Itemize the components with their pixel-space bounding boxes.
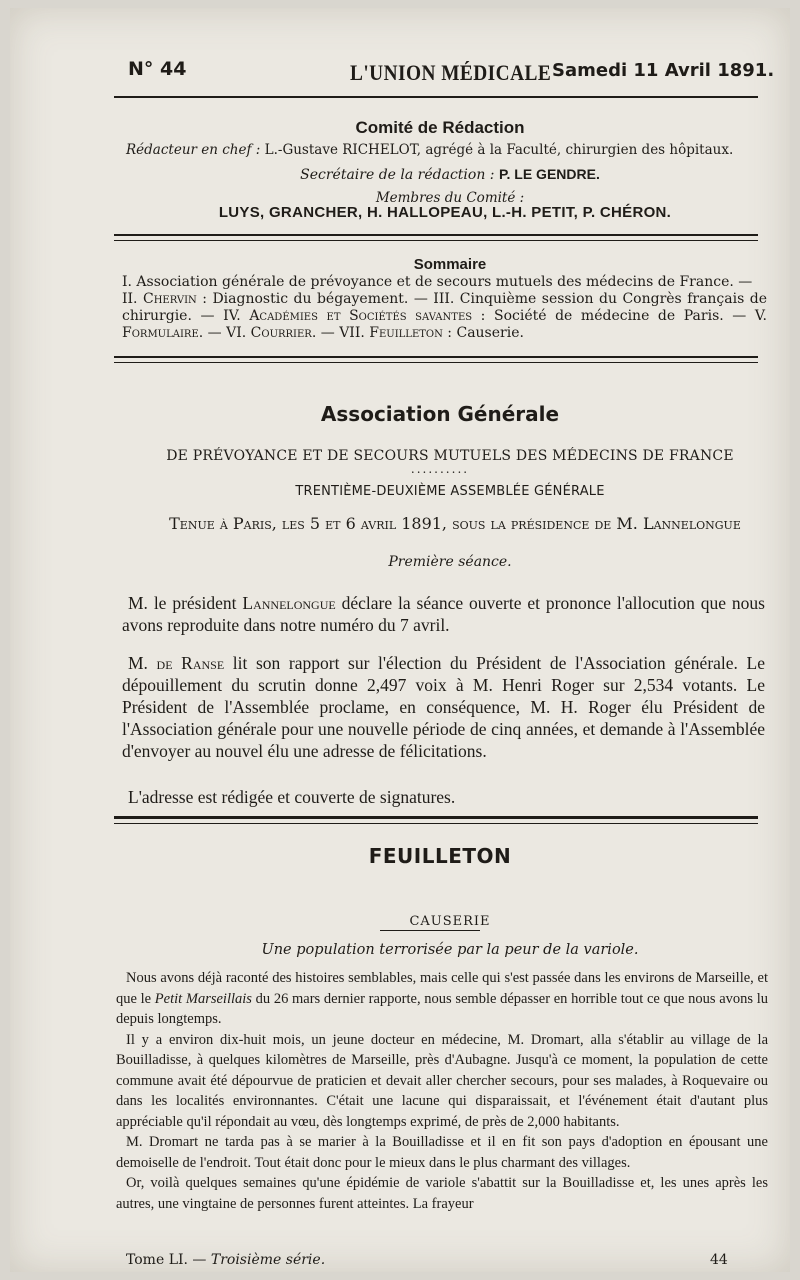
feuilleton-paragraph-4: Or, voilà quelques semaines qu'une épidémie de variole s'abattit sur la Bouilladisse et, les unes après les autres, une vingtaine de personnes furent atteintes. La frayeur: [116, 1175, 768, 1212]
article-paragraph-3: L'adresse est rédigée et couverte de signatures.: [128, 787, 456, 807]
article-dots: ..........: [410, 462, 470, 476]
feuilleton-rule-2: [114, 823, 758, 824]
sommaire-text: [122, 274, 767, 342]
sommaire-item-7-title: Feuilleton: [369, 325, 443, 341]
sommaire-item-5-text: . — VI.: [198, 325, 251, 341]
article-paragraph-1: [122, 592, 765, 636]
sommaire-item-6-text: . — VII.: [311, 325, 370, 341]
sommaire-item-2-author: Chervin: [142, 291, 197, 307]
sommaire-item-5-title: Formulaire: [122, 325, 199, 341]
feuilleton-title: FEUILLETON: [368, 844, 512, 868]
comite-rule-1: [114, 234, 758, 236]
footer-page-number: 44: [710, 1252, 728, 1268]
footer-tome: [126, 1252, 325, 1268]
sommaire-item-7-text: : Causerie.: [442, 325, 524, 341]
sommaire-item-2-num: II.: [122, 291, 143, 307]
issue-date: Samedi 11 Avril 1891.: [552, 60, 775, 81]
para1-journal: Petit Marseillais: [154, 990, 252, 1007]
seance-title: Première séance.: [388, 554, 512, 570]
sommaire-rule-2: [114, 362, 758, 363]
p2-end: lit son rapport sur l'élection du Président de l'Association générale. Le dépouillement du scrutin donne 2,497 voix à M. Henri Roger sur 2,534 votants. Le Président de l'Assemblée proclame, en conséquence, M. H. Roger élu Président de l'Association générale pour une nouvelle période de cinq années, et demande à l'Assemblée d'envoyer au nouvel élu une adresse de félicitations.: [122, 653, 765, 761]
comite-title: Comité de Rédaction: [355, 118, 525, 137]
article-title: Association Générale: [320, 402, 560, 426]
journal-title: L'UNION MÉDICALE: [350, 60, 552, 85]
causerie-subtitle: Une population terrorisée par la peur de la variole.: [261, 942, 639, 958]
para1-end: du 26 mars dernier rapporte, nous semble dépasser en horrible tout ce que nous avons lu depuis longtemps.: [116, 990, 769, 1027]
sommaire-item-4-text: : Société de médecine de Paris. — V.: [472, 308, 767, 324]
issue-number: N° 44: [128, 58, 187, 80]
tenue-line: Tenue à Paris, les 5 et 6 avril 1891, sous la présidence de M. Lannelongue: [169, 514, 741, 533]
footer-serie: Troisième série.: [210, 1252, 326, 1268]
feuilleton-paragraph-2: Il y a environ dix-huit mois, un jeune docteur en médecine, M. Dromart, alla s'établir au village de la Bouilladisse, à quelques kilomètres de Marseille, près d'Aubagne. Jusqu'à ce moment, la population de cette commune avait été dépourvue de praticien et devait aller chercher secours, pour ses malades, à Roquevaire ou dans les localités environnantes. C'était une lacune qui disparaissait, et l'événement était d'autant plus appréciable qu'il répondait au vœu, dès longtemps exprimé, de près de 2,000 habitants.: [116, 1031, 768, 1130]
sommaire-item-2-text: : Diagnostic du bégayement. — III. Cinquième session du Congrès français de chirurgie. — IV.: [122, 291, 767, 324]
sommaire-item-4-title: Académies et Sociétés savantes: [249, 308, 473, 324]
p1-name: Lannelongue: [242, 593, 336, 613]
article-subtitle: DE PRÉVOYANCE ET DE SECOURS MUTUELS DES MÉDECINS DE FRANCE: [166, 448, 734, 464]
p2-start: M.: [128, 653, 157, 673]
secretaire-name: P. LE GENDRE.: [498, 166, 600, 182]
redacteur-text: L.-Gustave RICHELOT, agrégé à la Faculté, chirurgien des hôpitaux.: [264, 142, 734, 158]
sommaire-rule-1: [114, 356, 758, 358]
redacteur-label: Rédacteur en chef :: [126, 142, 261, 158]
feuilleton-paragraph-1: [116, 968, 768, 1030]
sommaire-item-1: I. Association générale de prévoyance et de secours mutuels des médecins de France. —: [122, 274, 753, 290]
p2-name: de Ranse: [156, 653, 225, 673]
p1-start: M. le président: [128, 593, 243, 613]
causerie-title: CAUSERIE: [409, 914, 491, 929]
redacteur-line: [126, 142, 766, 158]
footer-tome-text: Tome LI. —: [126, 1252, 211, 1268]
header-rule: [114, 96, 758, 98]
newspaper-page: [10, 8, 790, 1272]
sommaire-item-6-title: Courrier: [250, 325, 312, 341]
p1-end: déclare la séance ouverte et prononce l'allocution que nous avons reproduite dans notre numéro du 7 avril.: [122, 593, 765, 635]
comite-rule-2: [114, 240, 758, 241]
membres-label: Membres du Comité :: [375, 190, 525, 206]
secretaire-line: [130, 166, 770, 183]
feuilleton-rule-1: [114, 816, 758, 819]
para1-start: Nous avons déjà raconté des histoires semblables, mais celle qui s'est passée dans les environs de Marseille, et que le: [116, 970, 768, 1007]
sommaire-title: Sommaire: [413, 256, 487, 273]
secretaire-label: Secrétaire de la rédaction :: [300, 167, 495, 183]
membres-list: LUYS, GRANCHER, H. HALLOPEAU, L.-H. PETIT, P. CHÉRON.: [218, 204, 672, 221]
feuilleton-text: [116, 968, 768, 1214]
article-paragraph-2: [122, 652, 765, 762]
causerie-underline: [380, 930, 480, 931]
assembly-title: TRENTIÈME-DEUXIÈME ASSEMBLÉE GÉNÉRALE: [295, 484, 605, 499]
feuilleton-paragraph-3: M. Dromart ne tarda pas à se marier à la Bouilladisse et il en fit son pays d'adoption en épousant une demoiselle de l'endroit. Tout était donc pour le mieux dans le plus charmant des villages.: [116, 1134, 768, 1171]
